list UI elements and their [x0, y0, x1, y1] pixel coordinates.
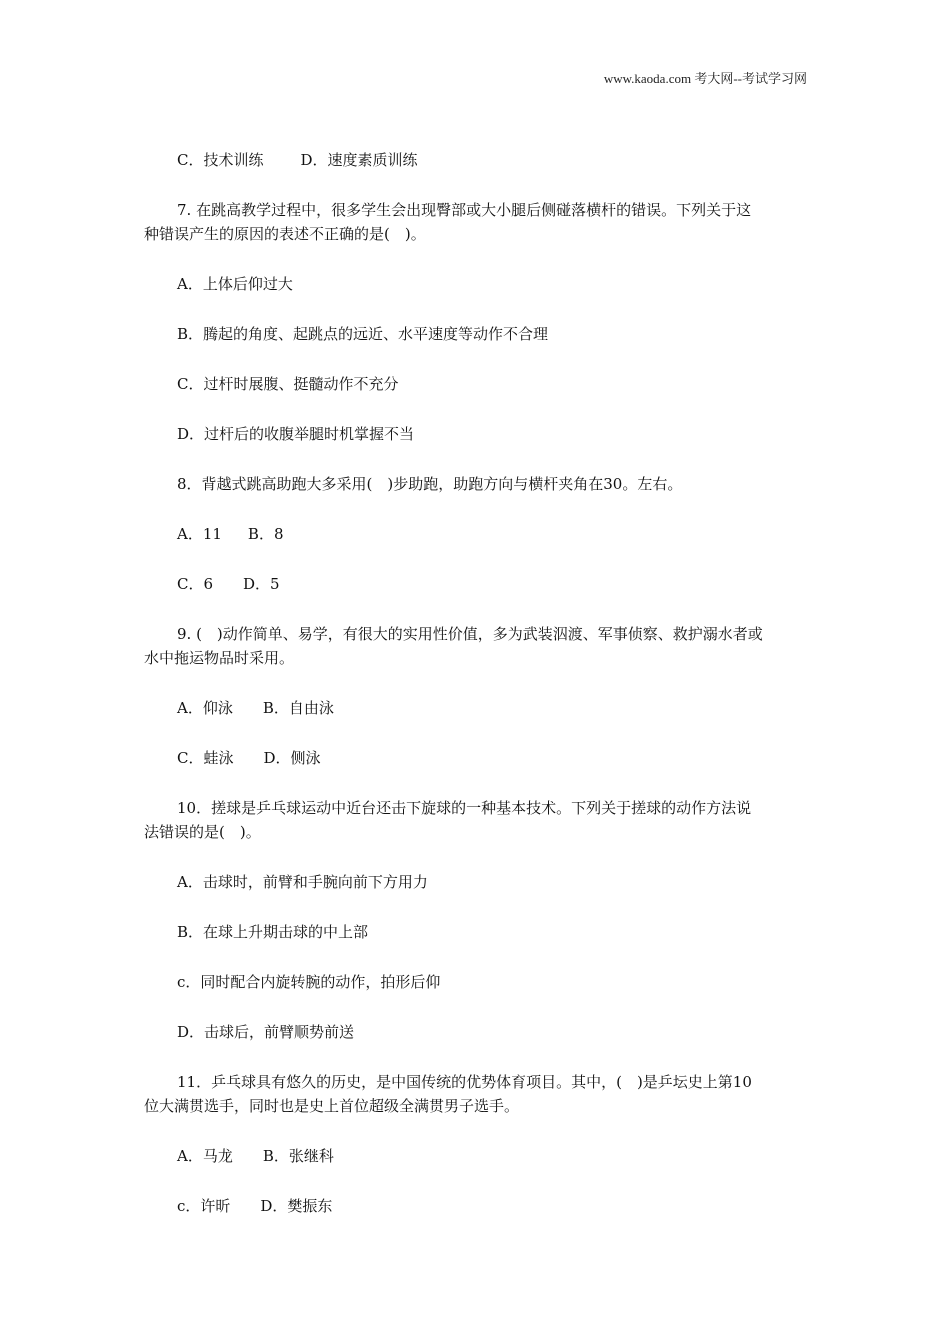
q11-option-c: c．许昕: [177, 1197, 231, 1215]
q8-option-b: B．8: [247, 525, 284, 543]
q6-option-d: D．速度素质训练: [300, 151, 418, 169]
q9-option-c: C．蛙泳: [177, 749, 234, 767]
q9-options-row1: [144, 696, 809, 720]
q9-option-a: A．仰泳: [177, 699, 233, 717]
q11-options-row2: [144, 1194, 809, 1218]
q6-option-c: C．技术训练: [177, 151, 264, 169]
q8-option-a: A．11: [177, 525, 222, 543]
q11-option-b: B．张继科: [262, 1147, 334, 1165]
exam-content: [144, 148, 809, 1218]
q8-options-row1: [144, 522, 809, 546]
q8-option-d: D．5: [243, 575, 280, 593]
q6-options-row: [144, 148, 809, 172]
site-header: www.kaoda.com 考大网--考试学习网: [603, 71, 807, 86]
q10-option-c: c．同时配合内旋转腕的动作，拍形后仰: [177, 973, 441, 991]
q9-options-row2: [144, 746, 809, 770]
q8-stem-line1: 8．背越式跳高助跑大多采用( )步助跑，助跑方向与横杆夹角在30。左右。: [177, 475, 683, 493]
q9-option-b: B．自由泳: [262, 699, 334, 717]
q9-stem-line1: 9. ( )动作简单、易学，有很大的实用性价值，多为武装泅渡、军事侦察、救护溺水者或: [177, 625, 763, 643]
q10-stem-line2: 法错误的是( )。: [144, 823, 261, 841]
q7-stem-line2: 种错误产生的原因的表述不正确的是( )。: [144, 225, 426, 243]
q10-option-a: A．击球时，前臂和手腕向前下方用力: [177, 873, 428, 891]
q7-option-a: A．上体后仰过大: [177, 275, 293, 293]
q8-option-c: C．6: [177, 575, 214, 593]
q11-option-a: A．马龙: [177, 1147, 233, 1165]
q7-option-b: B．腾起的角度、起跳点的远近、水平速度等动作不合理: [177, 325, 549, 343]
q11-stem-line2: 位大满贯选手，同时也是史上首位超级全满贯男子选手。: [144, 1097, 520, 1115]
q11-stem-line1: 11．乒乓球具有悠久的历史，是中国传统的优势体育项目。其中，( )是乒坛史上第10: [177, 1073, 752, 1091]
q11-options-row1: [144, 1144, 809, 1168]
q10-option-b: B．在球上升期击球的中上部: [177, 923, 369, 941]
q9-option-d: D．侧泳: [263, 749, 321, 767]
q7-stem-line1: 7. 在跳高教学过程中，很多学生会出现臀部或大小腿后侧碰落横杆的错误。下列关于这: [177, 201, 752, 219]
q11-option-d: D．樊振东: [260, 1197, 333, 1215]
q9-stem-line2: 水中拖运物品时采用。: [144, 649, 295, 667]
q7-option-c: C．过杆时展腹、挺髓动作不充分: [177, 375, 399, 393]
q8-options-row2: [144, 572, 809, 596]
q10-stem-line1: 10．搓球是乒乓球运动中近台还击下旋球的一种基本技术。下列关于搓球的动作方法说: [177, 799, 752, 817]
q7-option-d: D．过杆后的收腹举腿时机掌握不当: [177, 425, 415, 443]
q10-option-d: D．击球后，前臂顺势前送: [177, 1023, 355, 1041]
